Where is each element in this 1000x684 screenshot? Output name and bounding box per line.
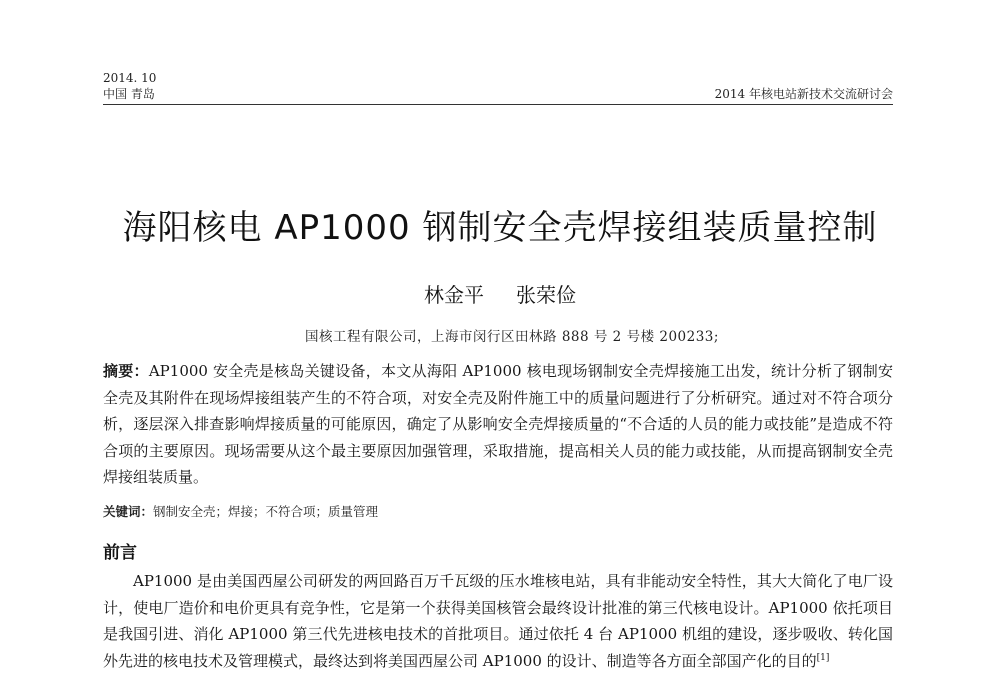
abstract-text: AP1000 安全壳是核岛关键设备，本文从海阳 AP1000 核电现场钢制安全壳焊接施工出发，统计分析了钢制安全壳及其附件在现场焊接组装产生的不符合项，对安全壳及附件施工中的质量问题进行了分析研究。通过对不符合项分析，逐层深入排查影响焊接质量的可能原因，确定了从影响安全壳焊接质量的“不合适的人员的能力或技能”是造成不符合项的主要原因。现场需要从这个最主要原因加强管理，采取措施，提高相关人员的能力或技能，从而提高钢制安全壳焊接组装质量。: [103, 362, 893, 486]
header-rule: [103, 104, 893, 105]
section-heading: 前言: [103, 543, 137, 563]
abstract: [103, 358, 893, 491]
intro-text: AP1000 是由美国西屋公司研发的两回路百万千瓦级的压水堆核电站，具有非能动安全特性，其大大简化了电厂设计，使电厂造价和电价更具有竞争性，它是第一个获得美国核管会最终设计批准的第三代核电设计。AP1000 依托项目是我国引进、消化 AP1000 第三代先进核电技术的首批项目。通过依托 4 台 AP1000 机组的建设，逐步吸收、转化国外先进的核电技术及管理模式，最终达到将美国西屋公司 AP1000 的设计、制造等各方面全部国产化的目的: [103, 572, 893, 670]
keywords-text: 钢制安全壳；焊接；不符合项；质量管理: [153, 504, 379, 519]
citation-ref[interactable]: [1]: [816, 652, 830, 663]
keywords-label: 关键词：: [103, 504, 154, 519]
abstract-label: 摘要：: [103, 362, 149, 380]
author-name: 林金平: [424, 283, 484, 307]
intro-paragraph: [103, 568, 893, 674]
header-location: 中国 青岛: [103, 87, 155, 101]
paper-title: 海阳核电 AP1000 钢制安全壳焊接组装质量控制: [122, 208, 878, 248]
keywords: [103, 503, 893, 521]
header-conference: 2014 年核电站新技术交流研讨会: [714, 87, 893, 101]
header-date: 2014. 10: [103, 71, 157, 85]
header-left: [103, 70, 156, 102]
author-name: 张荣俭: [516, 283, 576, 307]
author-list: [0, 281, 1000, 309]
affiliation: 国核工程有限公司，上海市闵行区田林路 888 号 2 号楼 200233;: [305, 329, 719, 345]
